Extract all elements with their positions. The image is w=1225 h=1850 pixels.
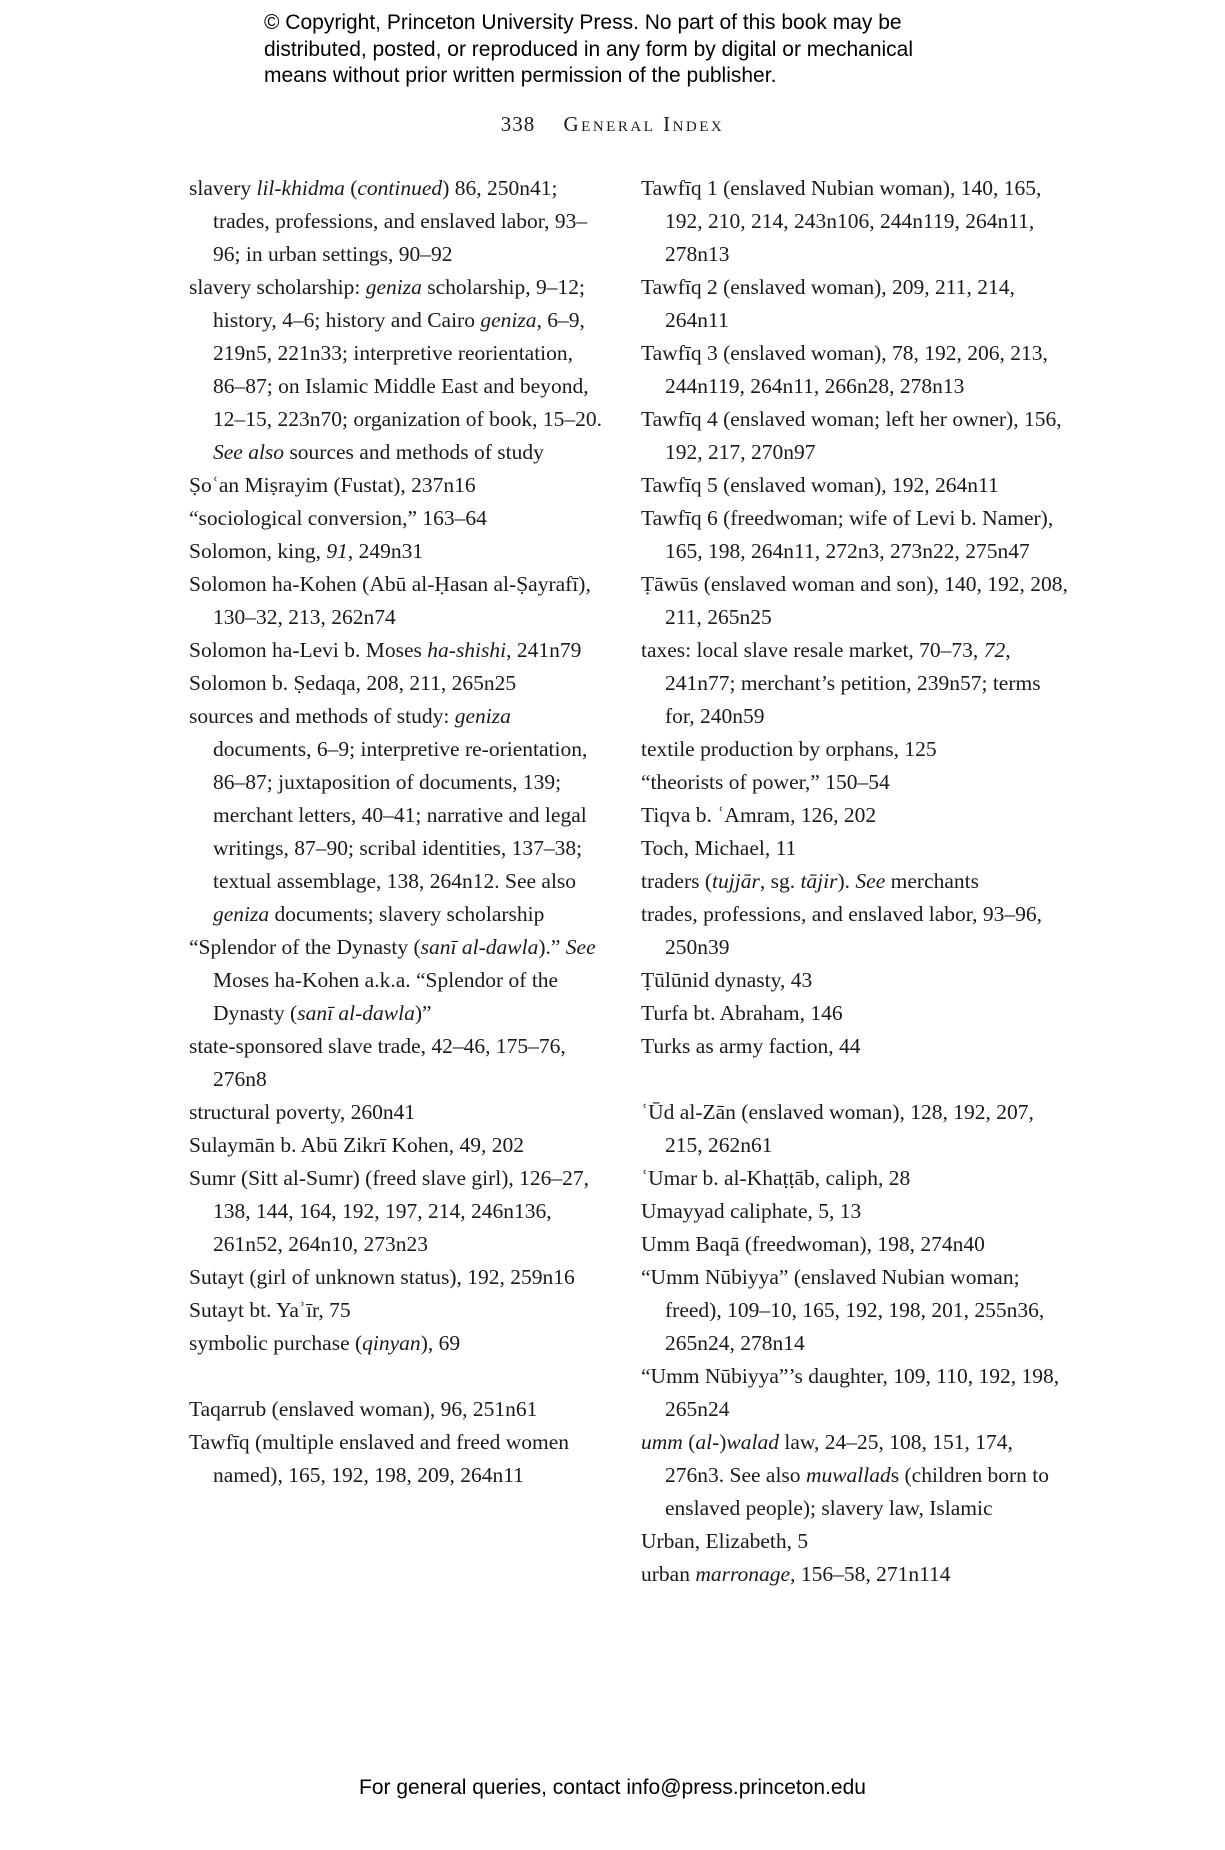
index-entry: Tawfīq 2 (enslaved woman), 209, 211, 214, 264n11 bbox=[641, 275, 1015, 332]
index-entry: Ṭāwūs (enslaved woman and son), 140, 192, 208, 211, 265n25 bbox=[641, 572, 1068, 629]
index-column-right bbox=[641, 172, 1071, 1591]
index-entry: Solomon b. Ṣedaqa, 208, 211, 265n25 bbox=[189, 671, 517, 695]
index-entry: Sumr (Sitt al-Sumr) (freed slave girl), 126–27, 138, 144, 164, 192, 197, 214, 246n136, 261n52, 264n10, 273n23 bbox=[189, 1166, 590, 1256]
index-entry: sources and methods of study: geniza documents, 6–9; interpretive re-orientation, 86–87; juxtaposition of documents, 139; merchant letters, 40–41; narrative and legal writings, 87–90; scribal identities, 137–38; textual assemblage, 138, 264n12. See also geniza documents; slavery scholarship bbox=[189, 704, 588, 926]
contact-footer: For general queries, contact info@press.princeton.edu bbox=[359, 1776, 866, 1799]
index-entry: Taqarrub (enslaved woman), 96, 251n61 bbox=[189, 1397, 538, 1421]
index-entry: symbolic purchase (qinyan), 69 bbox=[189, 1331, 461, 1355]
page-title: General Index bbox=[563, 112, 725, 136]
index-entry: “sociological conversion,” 163–64 bbox=[189, 506, 487, 530]
index-entry: textile production by orphans, 125 bbox=[641, 737, 937, 761]
index-entry: Tawfīq 5 (enslaved woman), 192, 264n11 bbox=[641, 473, 999, 497]
index-entry: Sutayt bt. Yaʾīr, 75 bbox=[189, 1298, 351, 1322]
index-entry: Turks as army faction, 44 bbox=[641, 1034, 861, 1058]
index-entry: state-sponsored slave trade, 42–46, 175–76, 276n8 bbox=[189, 1034, 566, 1091]
index-entry: Tawfīq (multiple enslaved and freed women named), 165, 192, 198, 209, 264n11 bbox=[189, 1430, 569, 1487]
copyright-line: © Copyright, Princeton University Press. No part of this book may be bbox=[264, 11, 902, 34]
index-entry: umm (al-)walad law, 24–25, 108, 151, 174, 276n3. See also muwallads (children born to enslaved people); slavery law, Islamic bbox=[641, 1430, 1049, 1520]
index-entry: Tawfīq 3 (enslaved woman), 78, 192, 206, 213, 244n119, 264n11, 266n28, 278n13 bbox=[641, 341, 1048, 398]
index-entry: Solomon ha-Kohen (Abū al-Ḥasan al-Ṣayrafī), 130–32, 213, 262n74 bbox=[189, 572, 591, 629]
index-entry: Sulaymān b. Abū Zikrī Kohen, 49, 202 bbox=[189, 1133, 525, 1157]
index-entry: urban marronage, 156–58, 271n114 bbox=[641, 1562, 951, 1586]
index-entry: “Umm Nūbiyya”’s daughter, 109, 110, 192, 198, 265n24 bbox=[641, 1364, 1060, 1421]
copyright-line: means without prior written permission of the publisher. bbox=[264, 64, 777, 87]
index-entry: “Umm Nūbiyya” (enslaved Nubian woman; freed), 109–10, 165, 192, 198, 201, 255n36, 265n24, 278n14 bbox=[641, 1265, 1045, 1355]
letter-group-gap bbox=[641, 1063, 1071, 1096]
index-entry: Urban, Elizabeth, 5 bbox=[641, 1529, 809, 1553]
index-entry: ʿUmar b. al-Khaṭṭāb, caliph, 28 bbox=[641, 1166, 911, 1190]
index-entry: traders (tujjār, sg. tājir). See merchants bbox=[641, 869, 979, 893]
index-entry: Solomon, king, 91, 249n31 bbox=[189, 539, 424, 563]
index-entry: Umayyad caliphate, 5, 13 bbox=[641, 1199, 862, 1223]
index-column-left bbox=[189, 172, 609, 1492]
index-entry: slavery scholarship: geniza scholarship, 9–12; history, 4–6; history and Cairo geniza, 6–9, 219n5, 221n33; interpretive reorientation, 86–87; on Islamic Middle East and beyond, 12–15, 223n70; organization of book, 15–20. See also sources and methods of study bbox=[189, 275, 602, 464]
index-entry: Ṣoʿan Miṣrayim (Fustat), 237n16 bbox=[189, 473, 476, 497]
copyright-notice bbox=[264, 10, 1024, 90]
index-entry: “Splendor of the Dynasty (sanī al-dawla).” See Moses ha-Kohen a.k.a. “Splendor of the Dynasty (sanī al-dawla)” bbox=[189, 935, 596, 1025]
index-entry: Tawfīq 1 (enslaved Nubian woman), 140, 165, 192, 210, 214, 243n106, 244n119, 264n11, 278n13 bbox=[641, 176, 1042, 266]
index-entry: Turfa bt. Abraham, 146 bbox=[641, 1001, 843, 1025]
index-entry: Tiqva b. ʿAmram, 126, 202 bbox=[641, 803, 877, 827]
index-entry: Tawfīq 6 (freedwoman; wife of Levi b. Namer), 165, 198, 264n11, 272n3, 273n22, 275n47 bbox=[641, 506, 1054, 563]
index-entry: trades, professions, and enslaved labor, 93–96, 250n39 bbox=[641, 902, 1042, 959]
index-entry: Ṭūlūnid dynasty, 43 bbox=[641, 968, 813, 992]
index-entry: taxes: local slave resale market, 70–73, 72, 241n77; merchant’s petition, 239n57; terms for, 240n59 bbox=[641, 638, 1041, 728]
index-entry: Umm Baqā (freedwoman), 198, 274n40 bbox=[641, 1232, 985, 1256]
index-entry: Solomon ha-Levi b. Moses ha-shishi, 241n79 bbox=[189, 638, 582, 662]
index-entry: structural poverty, 260n41 bbox=[189, 1100, 416, 1124]
index-entry: Toch, Michael, 11 bbox=[641, 836, 797, 860]
index-entry: ʿŪd al-Zān (enslaved woman), 128, 192, 207, 215, 262n61 bbox=[641, 1100, 1034, 1157]
index-entry: Tawfīq 4 (enslaved woman; left her owner), 156, 192, 217, 270n97 bbox=[641, 407, 1062, 464]
index-entry: Sutayt (girl of unknown status), 192, 259n16 bbox=[189, 1265, 575, 1289]
index-entry: slavery lil-khidma (continued) 86, 250n41; trades, professions, and enslaved labor, 93–96; in urban settings, 90–92 bbox=[189, 176, 588, 266]
page-number: 338 bbox=[500, 112, 536, 136]
copyright-line: distributed, posted, or reproduced in any form by digital or mechanical bbox=[264, 37, 914, 61]
index-entry: “theorists of power,” 150–54 bbox=[641, 770, 890, 794]
running-head bbox=[0, 112, 1225, 137]
letter-group-gap bbox=[189, 1360, 609, 1393]
